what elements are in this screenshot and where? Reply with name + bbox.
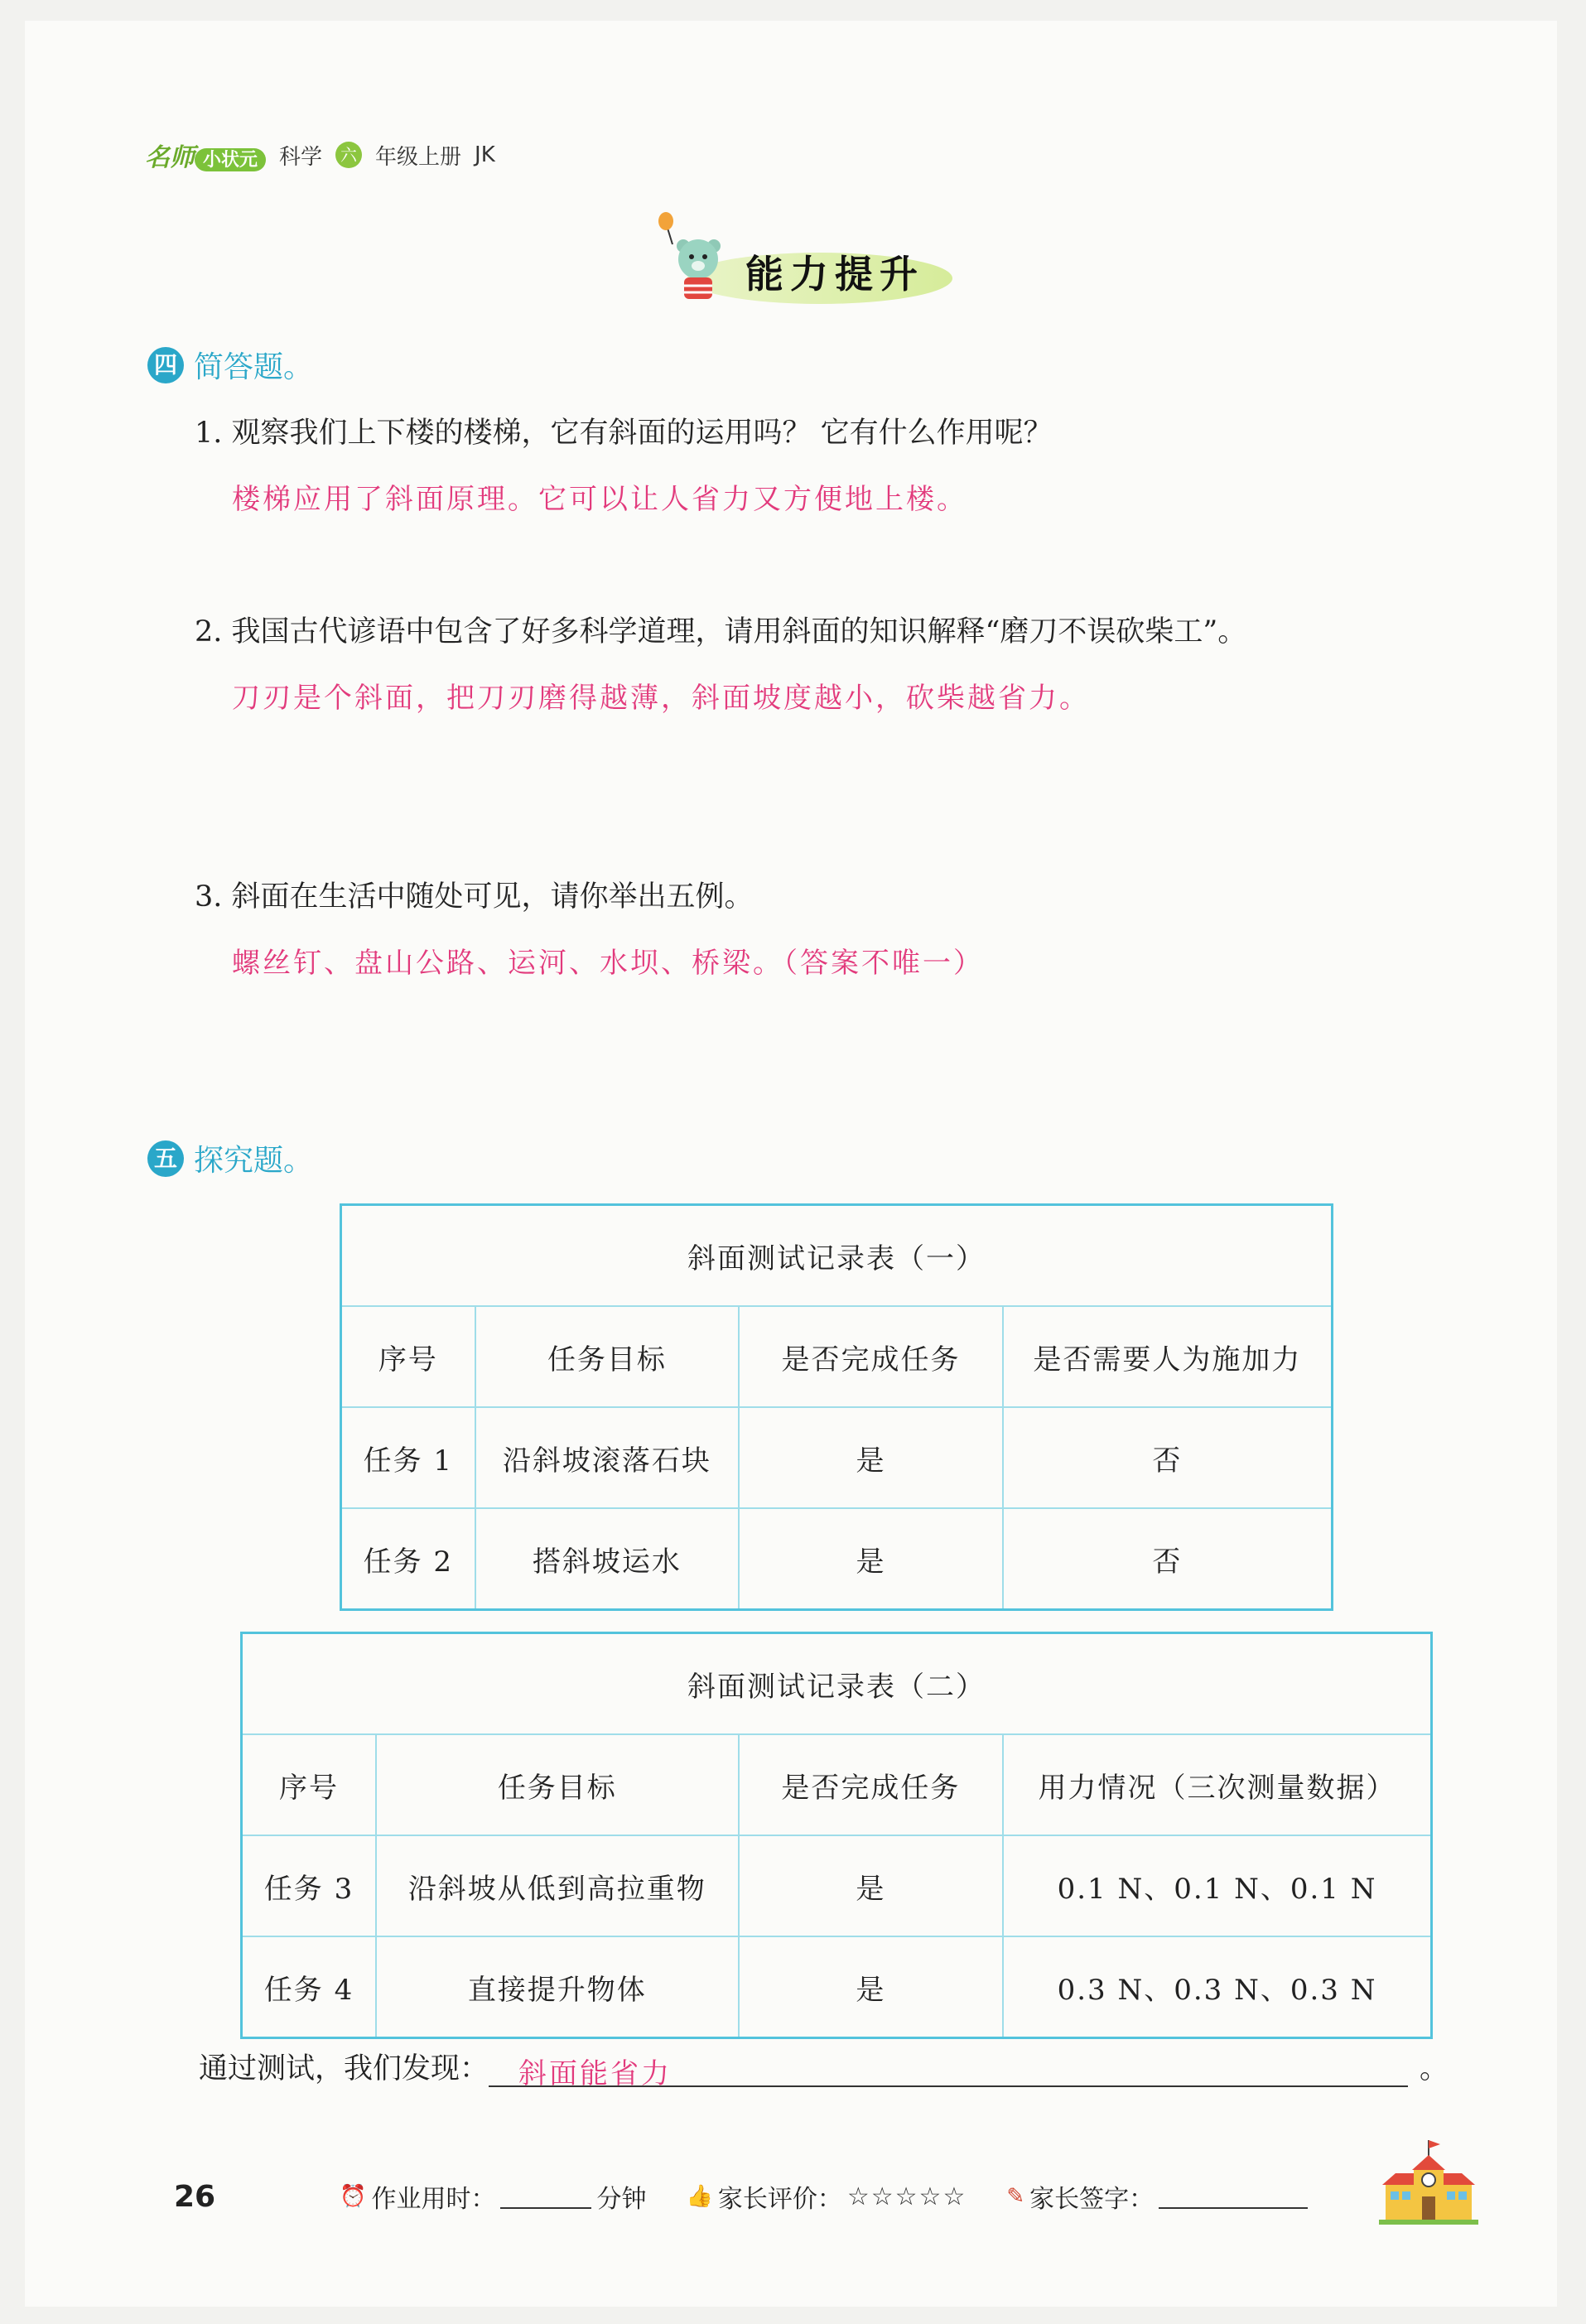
parent-rating xyxy=(686,2178,967,2215)
record-table-2 xyxy=(240,1632,1433,2039)
parent-signature xyxy=(1006,2178,1308,2215)
thumbs-up-icon: 👍 xyxy=(686,2184,713,2209)
table-cell: 沿斜坡从低到高拉重物 xyxy=(376,1835,739,1936)
table-row xyxy=(242,1936,1432,2038)
section-5-number: 五 xyxy=(147,1140,184,1177)
alarm-clock-icon: ⏰ xyxy=(340,2184,367,2209)
section-4-heading xyxy=(147,344,313,386)
edition-label: JK xyxy=(475,142,495,167)
table-header-cell: 用力情况（三次测量数据） xyxy=(1003,1734,1431,1835)
school-building-icon xyxy=(1379,2137,1478,2228)
answer-1: 楼梯应用了斜面原理。它可以让人省力又方便地上楼。 xyxy=(232,483,967,516)
table-header-cell: 是否需要人为施加力 xyxy=(1003,1306,1333,1407)
answer-2: 刀刃是个斜面，把刀刃磨得越薄，斜面坡度越小，砍柴越省力。 xyxy=(232,682,1090,715)
question-2: 2. 我国古代谚语中包含了好多科学道理，请用斜面的知识解释“磨刀不误砍柴工”。 xyxy=(195,615,1247,649)
table-cell: 是 xyxy=(739,1407,1003,1508)
table-row xyxy=(341,1407,1333,1508)
time-label: 作业用时： xyxy=(371,2185,496,2214)
conclusion-end: 。 xyxy=(1420,2052,1449,2085)
answer-3: 螺丝钉、盘山公路、运河、水坝、桥梁。（答案不唯一） xyxy=(232,947,984,980)
table-2-caption: 斜面测试记录表（二） xyxy=(242,1633,1432,1735)
table-cell: 任务 2 xyxy=(341,1508,475,1610)
table-cell: 任务 3 xyxy=(242,1835,377,1936)
pencil-icon: ✎ xyxy=(1006,2184,1025,2209)
table-cell: 否 xyxy=(1003,1407,1333,1508)
conclusion-line xyxy=(199,2046,1449,2090)
sign-blank xyxy=(1159,2184,1308,2209)
page-footer xyxy=(174,2178,1347,2215)
bear-mascot-icon xyxy=(654,211,737,311)
table-cell: 搭斜坡运水 xyxy=(475,1508,740,1610)
grade-badge: 六 xyxy=(335,142,362,168)
rating-stars: ☆☆☆☆☆ xyxy=(846,2182,967,2211)
table-row xyxy=(341,1306,1333,1407)
table-header-cell: 任务目标 xyxy=(475,1306,740,1407)
table-cell: 任务 1 xyxy=(341,1407,475,1508)
time-unit: 分钟 xyxy=(596,2185,647,2214)
conclusion-prefix: 通过测试，我们发现： xyxy=(199,2052,489,2085)
table-header-cell: 是否完成任务 xyxy=(739,1734,1003,1835)
section-5-title: 探究题。 xyxy=(194,1144,314,1178)
table-cell: 任务 4 xyxy=(242,1936,377,2038)
table-row xyxy=(341,1508,1333,1610)
section-5-heading xyxy=(147,1137,313,1179)
table-header-cell: 序号 xyxy=(242,1734,377,1835)
grade-text: 年级上册 xyxy=(375,144,462,170)
question-3: 3. 斜面在生活中随处可见，请你举出五例。 xyxy=(195,880,754,914)
table-header-cell: 序号 xyxy=(341,1306,475,1407)
table-cell: 0.1 N、0.1 N、0.1 N xyxy=(1003,1835,1431,1936)
table-row xyxy=(242,1734,1432,1835)
conclusion-blank xyxy=(489,2052,1408,2090)
section-4-number: 四 xyxy=(147,347,184,383)
table-1-caption: 斜面测试记录表（一） xyxy=(341,1205,1333,1307)
table-row xyxy=(242,1835,1432,1936)
running-header xyxy=(145,137,495,173)
time-blank xyxy=(500,2184,591,2209)
table-cell: 是 xyxy=(739,1508,1003,1610)
table-cell: 直接提升物体 xyxy=(376,1936,739,2038)
table-cell: 沿斜坡滚落石块 xyxy=(475,1407,740,1508)
brand-logo: 名师 小状元 xyxy=(145,137,266,173)
table-header-cell: 是否完成任务 xyxy=(739,1306,1003,1407)
record-table-1 xyxy=(340,1203,1333,1611)
question-1: 1. 观察我们上下楼的楼梯，它有斜面的运用吗？ 它有什么作用呢？ xyxy=(195,417,1053,450)
subject-label: 科学 xyxy=(279,144,323,170)
homework-time xyxy=(340,2178,646,2215)
page-number: 26 xyxy=(174,2179,216,2214)
conclusion-answer: 斜面能省力 xyxy=(518,2057,672,2090)
section-banner xyxy=(654,211,952,311)
table-cell: 0.3 N、0.3 N、0.3 N xyxy=(1003,1936,1431,2038)
banner-title: 能力提升 xyxy=(745,252,924,297)
table-cell: 是 xyxy=(739,1936,1003,2038)
table-header-cell: 任务目标 xyxy=(376,1734,739,1835)
table-cell: 否 xyxy=(1003,1508,1333,1610)
table-cell: 是 xyxy=(739,1835,1003,1936)
rating-label: 家长评价： xyxy=(717,2185,842,2214)
sign-label: 家长签字： xyxy=(1029,2185,1155,2214)
section-4-title: 简答题。 xyxy=(194,350,314,384)
